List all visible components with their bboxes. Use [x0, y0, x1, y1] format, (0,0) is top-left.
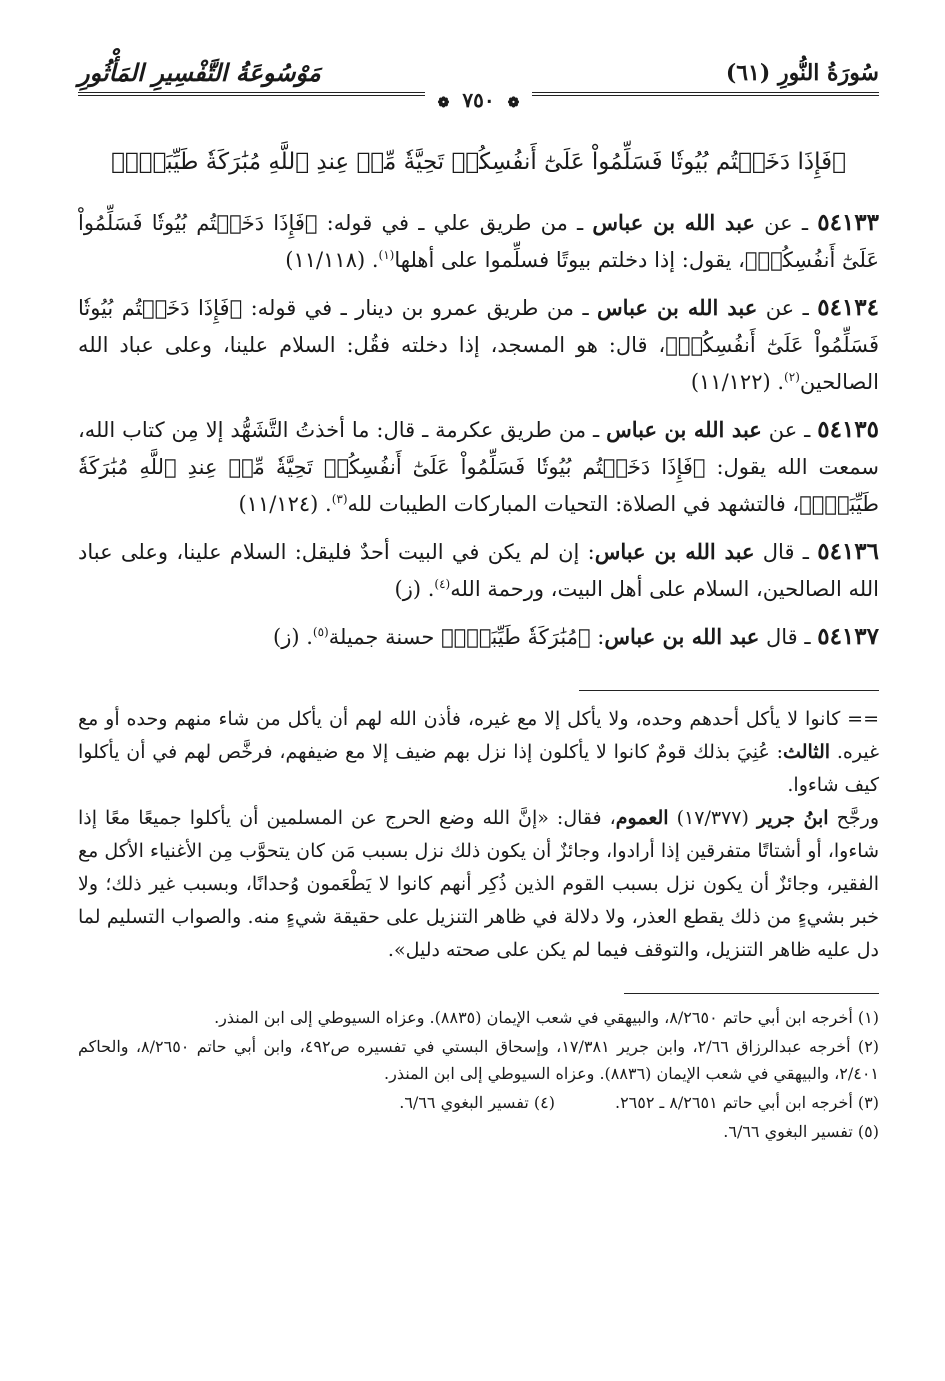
entry-reference: . (ز)	[273, 625, 313, 649]
page-header	[78, 58, 879, 122]
entry-reference: . (١١/١١٨)	[285, 248, 379, 272]
entry	[78, 289, 879, 401]
commentary-bold: ابنُ جرير	[756, 807, 829, 829]
entry-dash: ـ قال	[759, 625, 818, 649]
footnote-row	[78, 1089, 879, 1116]
entry-text: :	[590, 625, 605, 649]
entry-number: ٥٤١٣٦	[817, 538, 879, 565]
entry-dash: ـ قال	[754, 540, 818, 564]
footnote-ref: (٤)	[434, 577, 451, 591]
quran-quote: ﴿مُبَٰرَكَةٗ طَيِّبَةٗۚ﴾	[441, 625, 591, 649]
entries-list	[78, 204, 879, 656]
commentary-text: : عُنِيَ بذلك قومٌ كانوا لا يأكلون إذا نزل بهم ضيف إلا مع ضيفهم، فرخَّص لهم في أن يأكلوا كيف شاءوا.	[78, 741, 879, 796]
entry-text: حسنة جميلة	[328, 625, 442, 649]
ornament-icon: ❁	[505, 95, 523, 111]
footnote-ref: (١)	[378, 248, 395, 262]
entry-dash: ـ عن	[761, 418, 818, 442]
commentary-bold: العموم	[615, 807, 669, 829]
footnote-ref: (٥)	[312, 625, 329, 639]
footnote-ref: (٣)	[331, 492, 348, 506]
narrator-name: عبد الله بن عباس	[592, 210, 755, 235]
commentary-paragraph	[78, 802, 879, 967]
commentary-bold: الثالث	[783, 741, 831, 763]
continuation-divider	[579, 690, 879, 691]
footnotes	[78, 1004, 879, 1145]
footnote: (٥) تفسير البغوي ٦/٦٦.	[723, 1122, 879, 1141]
narrator-name: عبد الله بن عباس	[594, 539, 755, 564]
entry	[78, 411, 879, 523]
footnote-ref: (٢)	[784, 370, 800, 384]
entry-dash: ـ عن	[754, 211, 818, 235]
quran-quote: ﴿فَإِذَا دَخَلۡتُم بُيُوتٗا فَسَلِّمُواْ عَلَىٰٓ أَنفُسِكُمۡ﴾	[78, 296, 879, 357]
entry-text: ، يقول: إذا دخلتم بيوتًا فسلِّموا على أهلها	[394, 248, 745, 272]
entry-reference: . (ز)	[394, 577, 435, 601]
entry-reference: . (١١/١٢٤)	[238, 492, 332, 516]
page-number	[78, 88, 879, 114]
entry-text: ، قال: هو المسجد، إذا دخلته فقُل: السلام علينا، وعلى عباد الله الصالحين	[78, 333, 879, 394]
narrator-name: عبد الله بن عباس	[606, 417, 762, 442]
footnote: (٢) أخرجه عبدالرزاق ٢/٦٦، وابن جرير ١٧/٣٨١، وإسحاق البستي في تفسيره ص٤٩٢، وابن أبي حاتم ٨/٢٦٥٠، والحاكم ٢/٤٠١، والبيهقي في شعب الإيمان (٨٨٣٦). وعزاه السيوطي إلى ابن المنذر.	[78, 1037, 880, 1083]
entry-dash: ـ عن	[757, 296, 818, 320]
footnote: (١) أخرجه ابن أبي حاتم ٨/٢٦٥٠، والبيهقي في شعب الإيمان (٨٨٣٥). وعزاه السيوطي إلى ابن المنذر.	[214, 1008, 879, 1027]
commentary-text: ، فقال: «إنَّ الله وضع الحرج عن المسلمين أن يأكلوا جميعًا معًا إذا شاءوا، أو أشتاتًا متفرقين إذا أرادوا، وجائزٌ أن يكون ذلك نزل بسبب مَن كان يتحوَّب مِن الأغنياء الأكل مع الفقير، وجائزٌ أن يكون نزل بسبب القوم الذين ذُكِر أنهم كانوا لا يَطْعَمون وُحدانًا، وبسبب غير ذلك؛ ولا خبر بشيءٍ من ذلك يقطع العذر، ولا دلالة في ظاهر التنزيل على حقيقة شيءٍ منه. والصواب التسليم لما دل عليه ظاهر التنزيل، والتوقف فيما لم يكن على صحته دليل».	[78, 807, 879, 961]
entry-reference: . (١١/١٢٢)	[690, 370, 785, 394]
entry-number: ٥٤١٣٧	[817, 623, 879, 650]
book-title: مَوْسُوعَةُ التَّفْسِيرِ المَأْثُورِ	[78, 58, 321, 87]
entry-text: ـ من طريق عمرو بن دينار ـ في قوله:	[242, 296, 598, 320]
page	[78, 58, 879, 1381]
entry	[78, 533, 879, 608]
entry-text: ـ من طريق علي ـ في قوله:	[317, 211, 593, 235]
footnotes-divider	[624, 993, 879, 994]
entry-text: ـ من طريق عكرمة ـ قال: ما أخذتُ التَّشَهُّد إلا مِن كتاب الله، سمعت الله يقول:	[78, 418, 879, 479]
narrator-name: عبد الله بن عباس	[597, 295, 758, 320]
entry-number: ٥٤١٣٥	[817, 416, 880, 443]
commentary-text: == كانوا لا يأكل أحدهم وحده، ولا يأكل إلا مع غيره، فأذن الله لهم أن يأكل من شاء منهم وحده أو مع غيره.	[78, 708, 880, 763]
ornament-icon: ❁	[435, 95, 453, 111]
quran-quote: ﴿فَإِذَا دَخَلۡتُم بُيُوتٗا فَسَلِّمُواْ عَلَىٰٓ أَنفُسِكُمۡ﴾	[78, 211, 879, 272]
verse-heading: ﴿فَإِذَا دَخَلۡتُم بُيُوتٗا فَسَلِّمُواْ عَلَىٰٓ أَنفُسِكُمۡ تَحِيَّةٗ مِّنۡ عِندِ ٱللَّهِ مُبَٰرَكَةٗ طَيِّبَةٗۚ﴾	[111, 149, 846, 175]
entry-number: ٥٤١٣٤	[817, 294, 879, 321]
entry	[78, 204, 879, 279]
continued-commentary	[78, 703, 879, 967]
entry-text: : إن لم يكن في البيت أحدٌ فليقل: السلام علينا، وعلى عباد الله الصالحين، السلام على أهل البيت، ورحمة الله	[78, 540, 879, 601]
quran-quote: ﴿فَإِذَا دَخَلۡتُم بُيُوتٗا فَسَلِّمُواْ عَلَىٰٓ أَنفُسِكُمۡ تَحِيَّةٗ مِّنۡ عِندِ ٱللَّهِ مُبَٰرَكَةٗ طَيِّبَةٗۚ﴾	[78, 455, 879, 516]
entry	[78, 618, 879, 656]
entry-text: ، فالتشهد في الصلاة: التحيات المباركات الطيبات لله	[347, 492, 800, 516]
commentary-text: (١٧/٣٧٧)	[668, 807, 757, 829]
page-number-value: ٧٥٠	[452, 88, 504, 112]
narrator-name: عبد الله بن عباس	[604, 624, 760, 649]
commentary-paragraph	[78, 703, 879, 802]
footnote: (٤) تفسير البغوي ٦/٦٦.	[399, 1093, 555, 1112]
entry-number: ٥٤١٣٣	[817, 209, 879, 236]
footnote: (٣) أخرجه ابن أبي حاتم ٨/٢٦٥١ ـ ٢٦٥٢.	[614, 1093, 879, 1112]
surah-title: سُورَةُ النُّورِ (٦١)	[725, 60, 879, 86]
commentary-text: ورجَّح	[828, 807, 879, 829]
